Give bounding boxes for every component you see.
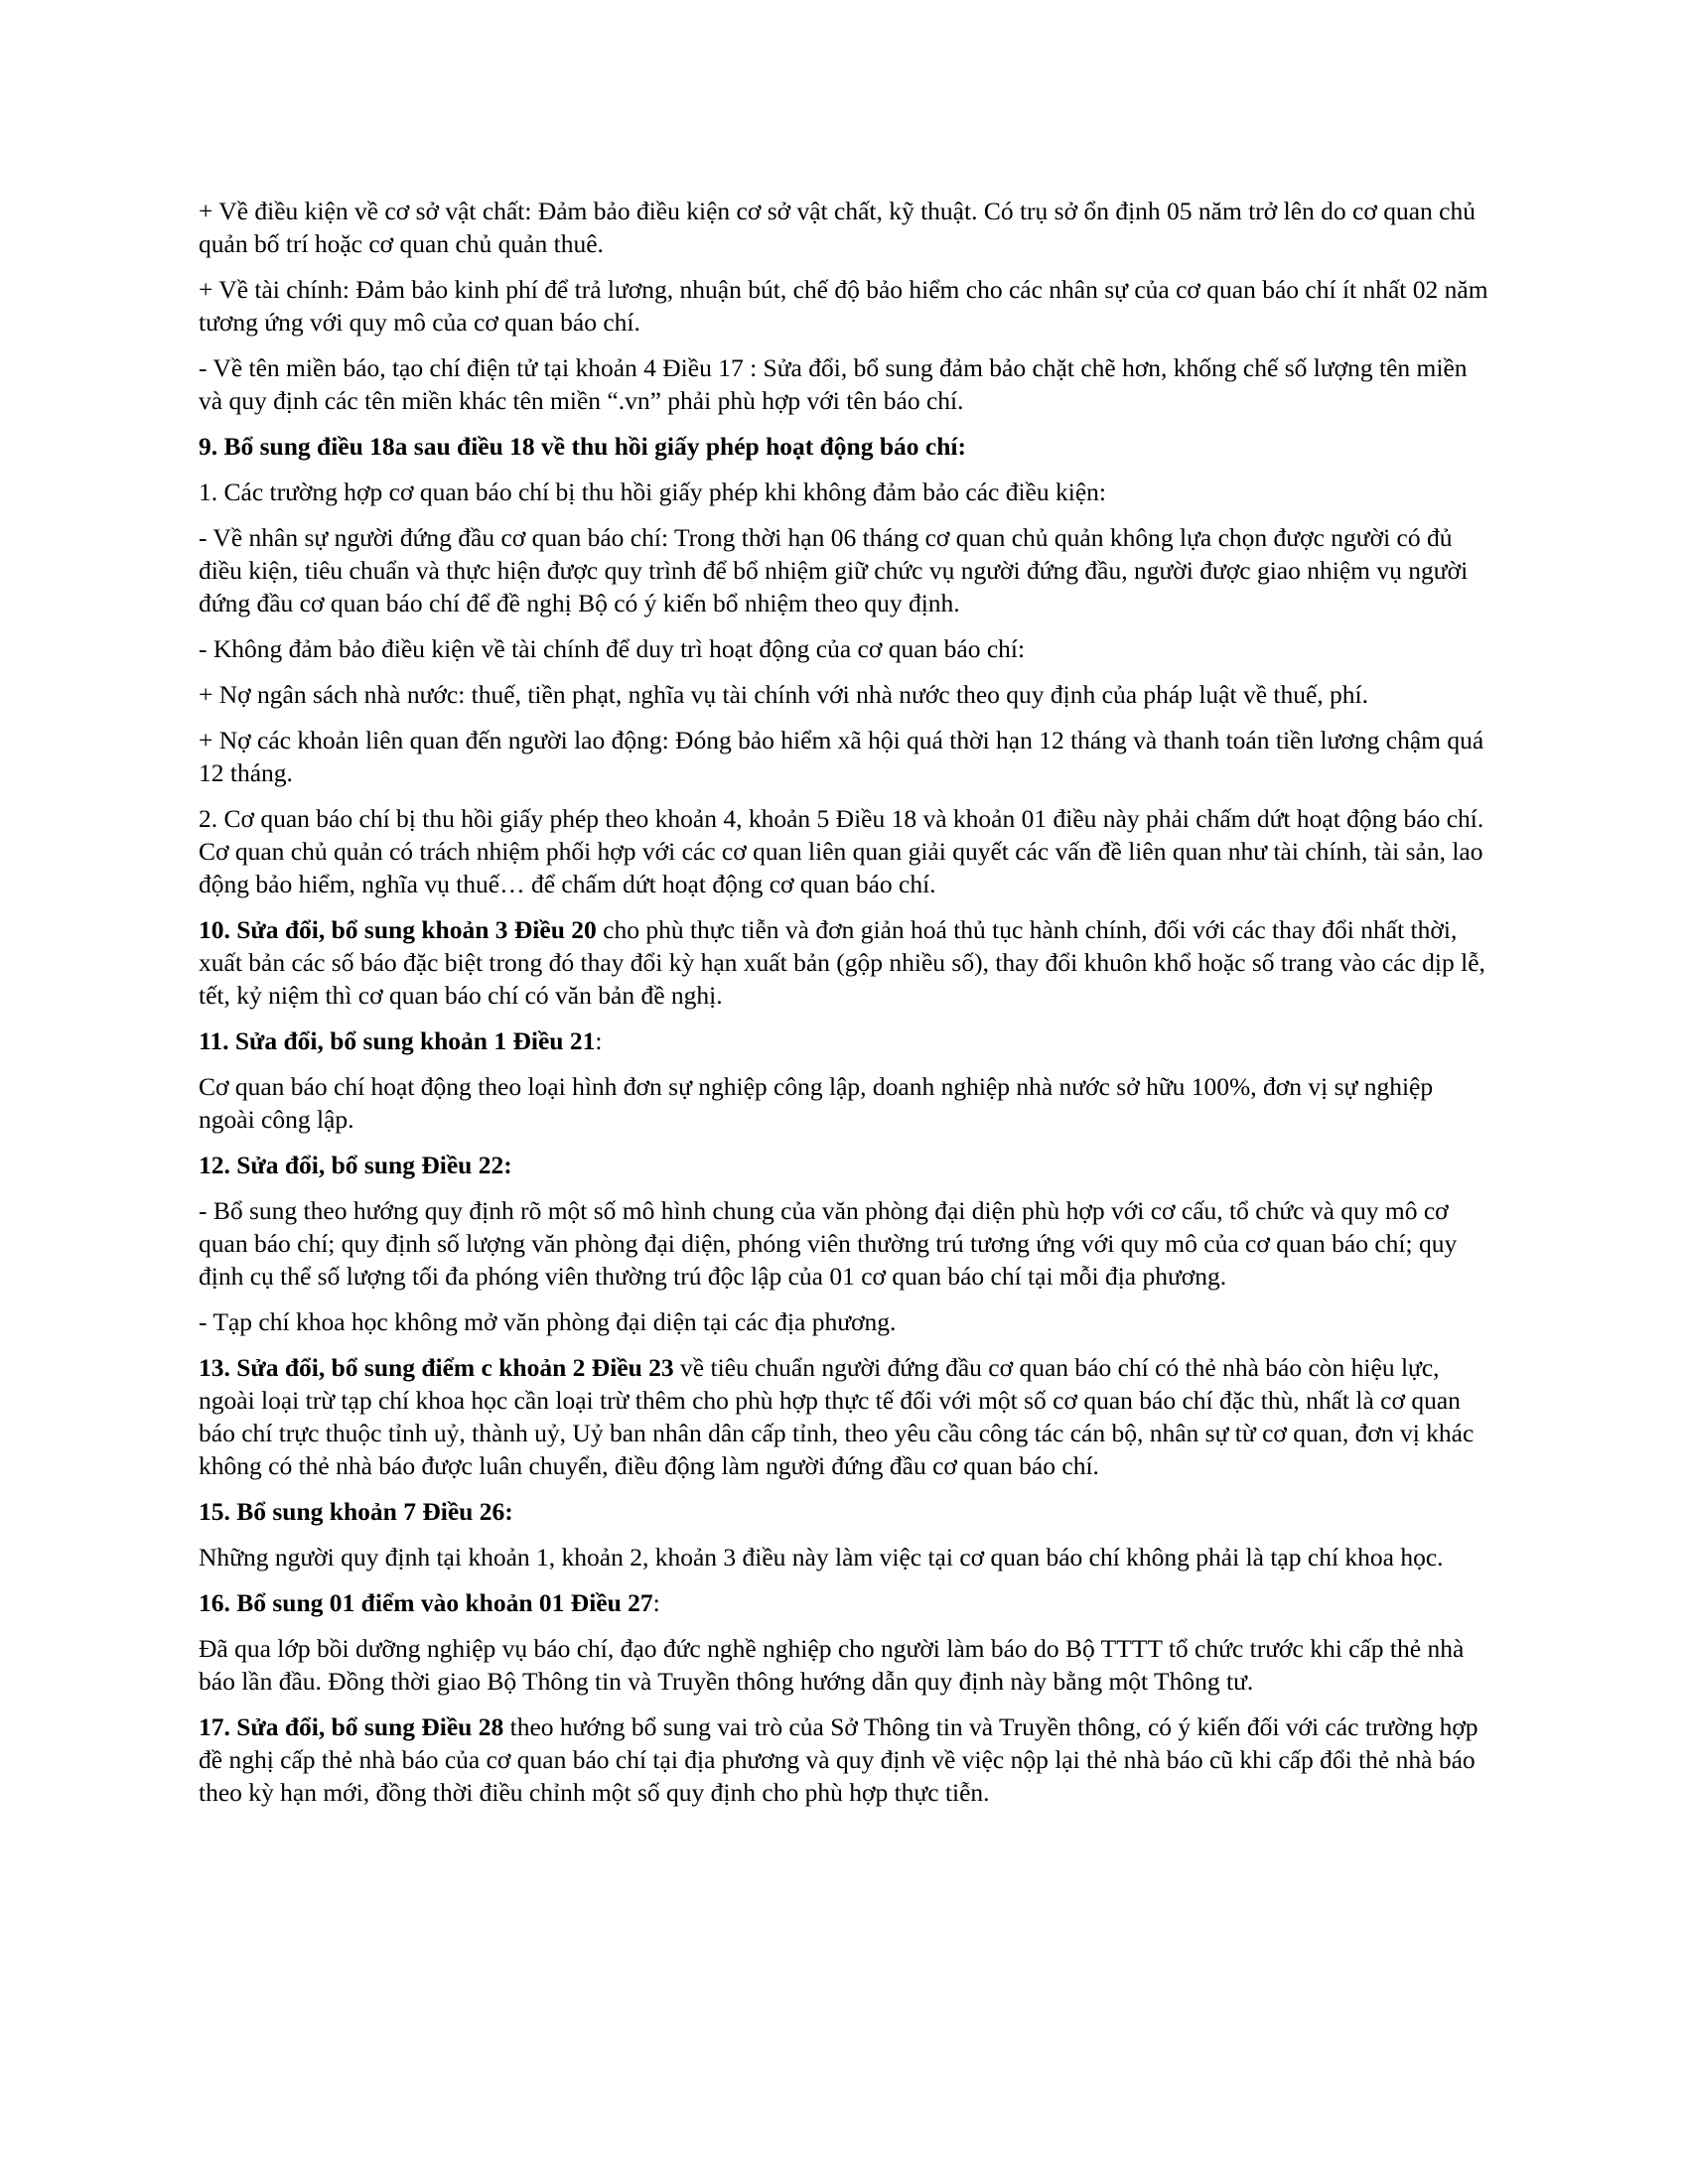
heading-item-10: [199, 913, 1489, 1012]
para-bold: 12. Sửa đổi, bổ sung Điều 22:: [199, 1151, 512, 1179]
para-training-course: [199, 1632, 1489, 1698]
para-science-journals: [199, 1305, 1489, 1338]
para-text: + Nợ ngân sách nhà nước: thuế, tiền phạt, nghĩa vụ tài chính với nhà nước theo quy định của pháp luật về thuế, phí.: [199, 680, 1369, 709]
para-bold: 17. Sửa đổi, bổ sung Điều 28: [199, 1712, 504, 1741]
para-labor-debt: [199, 724, 1489, 789]
para-finance: [199, 273, 1489, 339]
para-text: 2. Cơ quan báo chí bị thu hồi giấy phép theo khoản 4, khoản 5 Điều 18 và khoản 01 điều này phải chấm dứt hoạt động báo chí. Cơ quan chủ quản có trách nhiệm phối hợp với các cơ quan liên quan giải quyết các vấn đề liên quan như tài chính, tài sản, lao động bảo hiểm, nghĩa vụ thuế… để chấm dứt hoạt động cơ quan báo chí.: [199, 804, 1484, 898]
para-text: - Không đảm bảo điều kiện về tài chính để duy trì hoạt động của cơ quan báo chí:: [199, 634, 1026, 663]
para-persons-specified: [199, 1541, 1489, 1573]
para-financial-conditions: [199, 632, 1489, 665]
heading-item-15: [199, 1495, 1489, 1528]
para-bold: 16. Bổ sung 01 điểm vào khoản 01 Điều 27: [199, 1588, 653, 1617]
para-bold: 9. Bổ sung điều 18a sau điều 18 về thu hồi giấy phép hoạt động báo chí:: [199, 432, 966, 461]
para-text: Đã qua lớp bồi dưỡng nghiệp vụ báo chí, đạo đức nghề nghiệp cho người làm báo do Bộ TTTT tổ chức trước khi cấp thẻ nhà báo lần đầu. Đồng thời giao Bộ Thông tin và Truyền thông hướng dẫn quy định này bằng một Thông tư.: [199, 1634, 1465, 1696]
para-text: - Bổ sung theo hướng quy định rõ một số mô hình chung của văn phòng đại diện phù hợp với cơ cấu, tổ chức và quy mô cơ quan báo chí; quy định số lượng văn phòng đại diện, phóng viên thường trú tương ứng với quy mô của cơ quan báo chí; quy định cụ thể số lượng tối đa phóng viên thường trú độc lập của 01 cơ quan báo chí tại mỗi địa phương.: [199, 1196, 1458, 1291]
para-cease-operations: [199, 802, 1489, 900]
para-text: - Về tên miền báo, tạo chí điện tử tại khoản 4 Điều 17 : Sửa đổi, bổ sung đảm bảo chặt chẽ hơn, khống chế số lượng tên miền và quy định các tên miền khác tên miền “.vn” phải phù hợp với tên báo chí.: [199, 353, 1468, 415]
heading-item-16: [199, 1586, 1489, 1619]
para-bold: 11. Sửa đổi, bổ sung khoản 1 Điều 21: [199, 1026, 596, 1055]
para-material-conditions: [199, 195, 1489, 260]
document-body: [199, 195, 1489, 1822]
heading-item-13: [199, 1351, 1489, 1482]
para-head-personnel: [199, 521, 1489, 619]
para-text: :: [595, 1026, 603, 1055]
para-text: Những người quy định tại khoản 1, khoản 2, khoản 3 điều này làm việc tại cơ quan báo chí không phải là tạp chí khoa học.: [199, 1543, 1444, 1571]
para-text: - Về nhân sự người đứng đầu cơ quan báo chí: Trong thời hạn 06 tháng cơ quan chủ quản không lựa chọn được người có đủ điều kiện, tiêu chuẩn và thực hiện được quy trình để bổ nhiệm giữ chức vụ người đứng đầu, người được giao nhiệm vụ người đứng đầu cơ quan báo chí để đề nghị Bộ có ý kiến bổ nhiệm theo quy định.: [199, 523, 1469, 617]
para-domain-names: [199, 351, 1489, 417]
para-state-budget-debt: [199, 678, 1489, 711]
heading-item-17: [199, 1710, 1489, 1809]
para-bold: 13. Sửa đổi, bổ sung điểm c khoản 2 Điều 23: [199, 1353, 674, 1382]
para-text: cho phù thực tiễn và đơn giản hoá thủ tục hành chính, đối với các thay đổi nhất thời, xuất bản các số báo đặc biệt trong đó thay đổi kỳ hạn xuất bản (gộp nhiều số), thay đổi khuôn khổ hoặc số trang vào các dịp lễ, tết, kỷ niệm thì cơ quan báo chí có văn bản đề nghị.: [199, 915, 1485, 1010]
para-text: 1. Các trường hợp cơ quan báo chí bị thu hồi giấy phép khi không đảm bảo các điều kiện:: [199, 478, 1106, 506]
para-bold: 10. Sửa đổi, bổ sung khoản 3 Điều 20: [199, 915, 597, 944]
para-text: về tiêu chuẩn người đứng đầu cơ quan báo chí có thẻ nhà báo còn hiệu lực, ngoài loại trừ tạp chí khoa học cần loại trừ thêm cho phù hợp thực tế đối với một số cơ quan báo chí đặc thù, nhất là cơ quan báo chí trực thuộc tỉnh uỷ, thành uỷ, Uỷ ban nhân dân cấp tỉnh, theo yêu cầu công tác cán bộ, nhân sự từ cơ quan, đơn vị khác không có thẻ nhà báo được luân chuyển, điều động làm người đứng đầu cơ quan báo chí.: [199, 1353, 1475, 1480]
para-text: theo hướng bổ sung vai trò của Sở Thông tin và Truyền thông, có ý kiến đối với các trường hợp đề nghị cấp thẻ nhà báo của cơ quan báo chí tại địa phương và quy định về việc nộp lại thẻ nhà báo cũ khi cấp đổi thẻ nhà báo theo kỳ hạn mới, đồng thời điều chỉnh một số quy định cho phù hợp thực tiễn.: [199, 1712, 1478, 1807]
heading-item-9: [199, 430, 1489, 463]
para-text: + Về điều kiện về cơ sở vật chất: Đảm bảo điều kiện cơ sở vật chất, kỹ thuật. Có trụ sở ổn định 05 năm trở lên do cơ quan chủ quản bố trí hoặc cơ quan chủ quản thuê.: [199, 197, 1476, 258]
para-operating-types: [199, 1070, 1489, 1136]
para-bold: 15. Bổ sung khoản 7 Điều 26:: [199, 1497, 513, 1526]
para-text: Cơ quan báo chí hoạt động theo loại hình đơn sự nghiệp công lập, doanh nghiệp nhà nước sở hữu 100%, đơn vị sự nghiệp ngoài công lập.: [199, 1072, 1434, 1134]
heading-item-11: [199, 1024, 1489, 1057]
para-text: + Về tài chính: Đảm bảo kinh phí để trả lương, nhuận bút, chế độ bảo hiểm cho các nhân sự của cơ quan báo chí ít nhất 02 năm tương ứng với quy mô của cơ quan báo chí.: [199, 275, 1488, 337]
para-revocation-cases: [199, 476, 1489, 508]
para-representative-offices: [199, 1194, 1489, 1293]
heading-item-12: [199, 1149, 1489, 1181]
para-text: - Tạp chí khoa học không mở văn phòng đại diện tại các địa phương.: [199, 1307, 897, 1336]
para-text: + Nợ các khoản liên quan đến người lao động: Đóng bảo hiểm xã hội quá thời hạn 12 tháng và thanh toán tiền lương chậm quá 12 tháng.: [199, 726, 1484, 787]
para-text: :: [652, 1588, 660, 1617]
